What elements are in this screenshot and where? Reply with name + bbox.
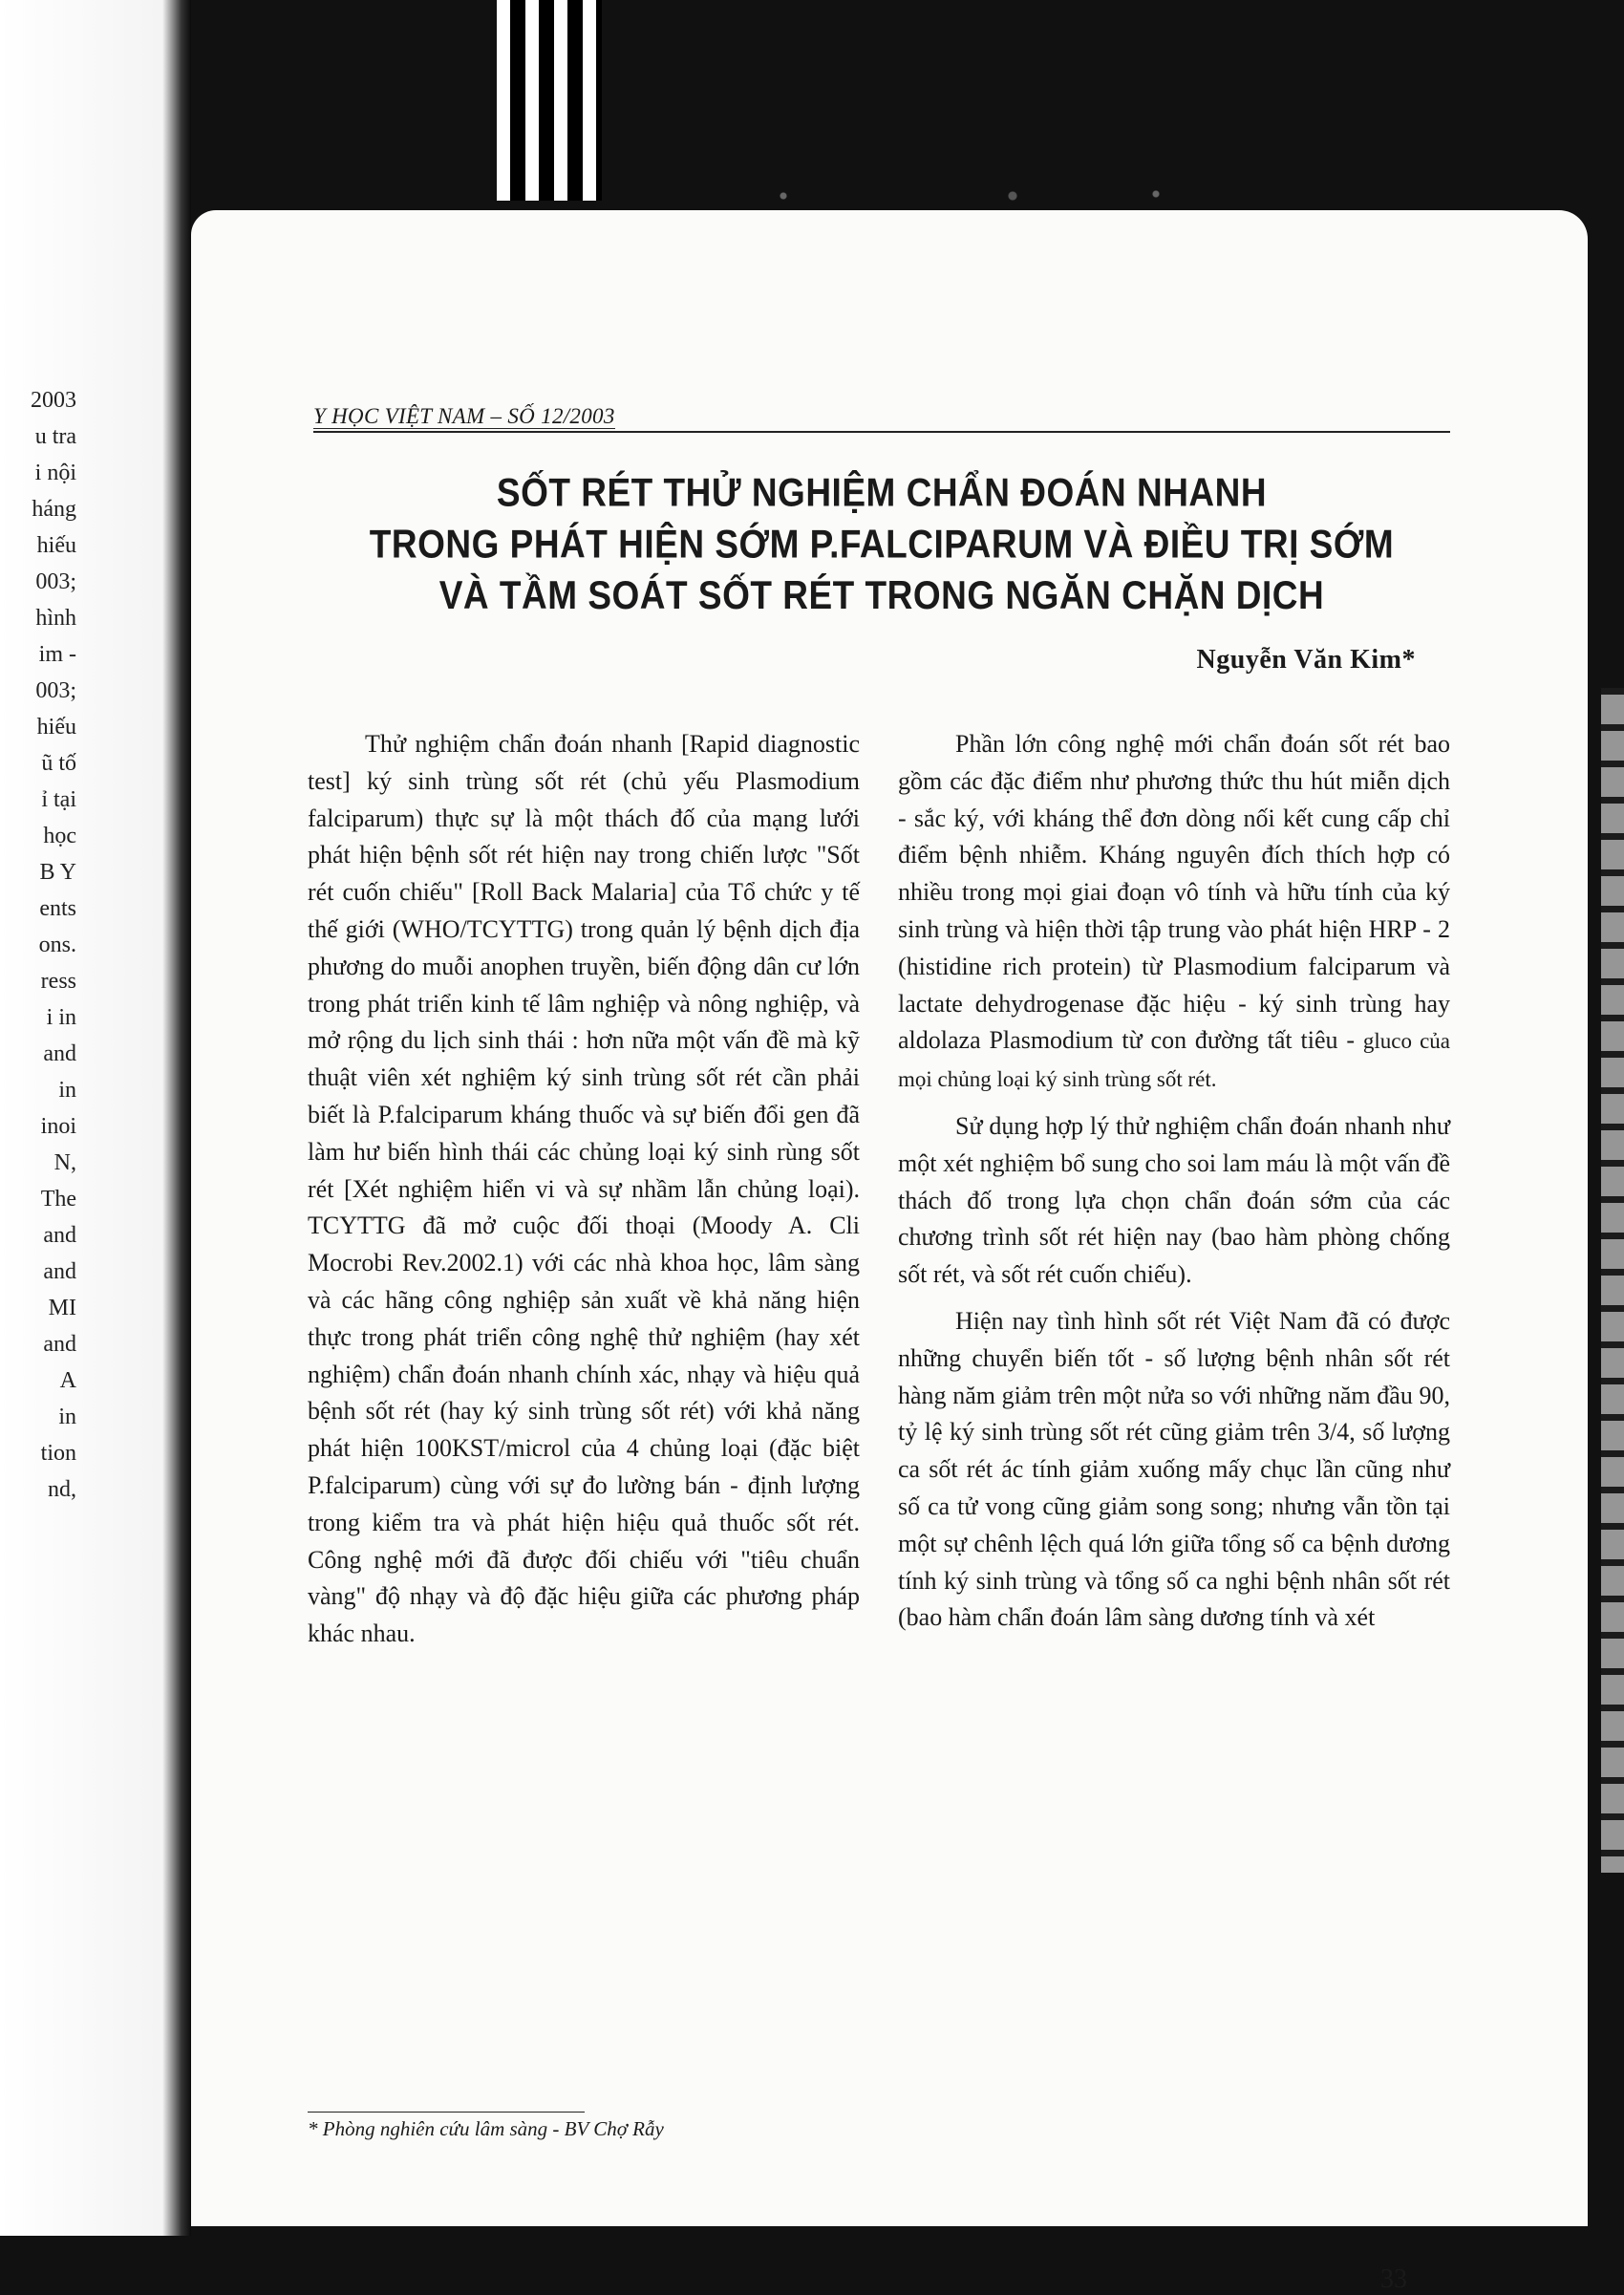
adjacent-fragment: ents — [39, 896, 76, 921]
right-paragraph-1-tail: gluco của mọi chủng loại ký sinh trùng sốt rét. — [898, 1029, 1451, 1092]
adjacent-fragment: hình — [35, 606, 76, 631]
adjacent-fragment: and — [43, 1041, 76, 1066]
title-line-3: VÀ TẦM SOÁT SỐT RÉT TRONG NGĂN CHẶN DỊCH — [438, 573, 1325, 618]
binding-strip — [497, 0, 602, 201]
scan-noise — [669, 186, 1242, 205]
adjacent-fragment: ũ tố — [41, 751, 76, 776]
title-line-1: SỐT RÉT THỬ NGHIỆM CHẨN ĐOÁN NHANH — [496, 470, 1268, 515]
right-paragraph-3: Hiện nay tình hình sốt rét Việt Nam đã có được những chuyển biến tốt - số lượng bệnh nhân sốt rét hàng năm giảm trên một nửa so với những năm đầu 90, tỷ lệ ký sinh trùng sốt rét cũng giảm trên 3/4, số lượng ca sốt rét ác tính giảm xuống mấy chục lần cũng như số ca tử vong cũng giảm song song; nhưng vẫn tồn tại một sự chênh lệch quá lớn giữa tổng số ca bệnh dương tính ký sinh trùng và tổng số ca nghi bệnh nhân sốt rét (bao hàm chẩn đoán lâm sàng dương tính và xét — [898, 1306, 1450, 1632]
adjacent-fragment: háng — [32, 497, 76, 522]
adjacent-fragment: inoi — [40, 1114, 76, 1139]
adjacent-fragment: in — [58, 1078, 76, 1103]
adjacent-fragment: tion — [40, 1441, 76, 1466]
adjacent-page-fragments — [0, 382, 76, 1508]
adjacent-fragment: ress — [40, 969, 76, 994]
journal-page — [191, 210, 1588, 2294]
adjacent-fragment: ons. — [38, 933, 76, 957]
adjacent-fragment: ỉ tại — [41, 787, 76, 812]
left-paragraph: Thử nghiệm chẩn đoán nhanh [Rapid diagnostic test] ký sinh trùng sốt rét (chủ yếu Plasmodium falciparum) thực sự là một thách đố của mạng lưới phát hiện bệnh sốt rét hiện nay trong chiến lược "Sốt rét cuốn chiếu" [Roll Back Malaria] của Tổ chức y tế thế giới (WHO/TCYTTG) trong quản lý bệnh dịch địa phương do muỗi anophen truyền, biến động dân cư lớn trong phát triển kinh tế lâm nghiệp và nông nghiệp, và mở rộng du lịch sinh thái : hơn nữa một vấn đề mà kỹ thuật viên xét nghiệm ký sinh trùng sốt rét cần phải biết là P.falciparum kháng thuốc và sự biến đổi gen đã làm hư biến hình thái các chủng loại ký sinh rùng sốt rét [Xét nghiệm hiển vi và sự nhầm lẫn chủng loại). TCYTTG đã mở cuộc đối thoại (Moody A. Cli Mocrobi Rev.2002.1) với các nhà khoa học, lâm sàng và các hãng công nghiệp sản xuất về khả năng hiện thực trong phát triển công nghệ thử nghiệm (hay xét nghiệm) chẩn đoán nhanh chính xác, nhạy và hiệu quả bệnh sốt rét (hay ký sinh trùng sốt rét) với khả năng phát hiện 100KST/microl của 4 chủng loại (đặc biệt P.falciparum) cùng với sự đo lường bán - định lượng trong kiểm tra và phát hiện hiệu quả thuốc sốt rét. Công nghệ mới đã được đối chiếu với "tiêu chuẩn vàng" độ nhạy và độ đặc hiệu giữa các phương pháp khác nhau. — [308, 730, 860, 1648]
journal-header-text: Y HỌC VIỆT NAM – SỐ 12/2003 — [313, 404, 615, 428]
right-paragraph-1-text: Phần lớn công nghệ mới chẩn đoán sốt rét bao gồm các đặc điểm như phương thức thu hút miễn dịch - sắc ký, với kháng thể đơn dòng nối kết cung cấp chỉ điểm bệnh nhiễm. Kháng nguyên đích thích hợp có nhiều trong mọi giai đoạn vô tính và hữu tính của ký sinh trùng và hiện thời tập trung vào phát hiện HRP - 2 (histidine rich protein) từ Plasmodium falciparum và lactate dehydrogenase đặc hiệu - ký sinh trùng hay aldolaza Plasmodium từ con đường tất tiêu - — [898, 730, 1450, 1055]
right-paragraph-1 — [898, 726, 1450, 1099]
adjacent-fragment: N, — [53, 1150, 76, 1175]
adjacent-fragment: and — [43, 1332, 76, 1357]
adjacent-fragment: 003; — [35, 678, 76, 703]
adjacent-fragment: and — [43, 1259, 76, 1284]
adjacent-fragment: u tra — [34, 424, 76, 449]
footnote: * Phòng nghiên cứu lâm sàng - BV Chợ Rẫy — [308, 2117, 664, 2140]
right-column — [898, 726, 1450, 1637]
author: Nguyễn Văn Kim* — [1196, 645, 1416, 675]
left-column — [308, 726, 860, 1653]
adjacent-fragment: in — [58, 1405, 76, 1429]
adjacent-fragment: 2003 — [31, 388, 76, 413]
adjacent-fragment: hiếu — [36, 533, 76, 558]
page-number: 33 — [1380, 2264, 1407, 2294]
adjacent-fragment: nd, — [48, 1477, 76, 1502]
title-line-2: TRONG PHÁT HIỆN SỚM P.FALCIPARUM VÀ ĐIỀU TRỊ SỚM — [369, 522, 1395, 567]
adjacent-fragment: B Y — [39, 860, 76, 885]
adjacent-fragment: học — [43, 824, 76, 848]
adjacent-fragment: i in — [46, 1005, 76, 1030]
journal-header — [313, 404, 1450, 433]
footnote-rule — [308, 2112, 585, 2113]
adjacent-fragment: hiếu — [36, 715, 76, 740]
adjacent-fragment: A — [59, 1368, 76, 1393]
right-paragraph-2: Sử dụng hợp lý thử nghiệm chẩn đoán nhanh như một xét nghiệm bổ sung cho soi lam máu là một vấn đề thách đố trong lựa chọn chẩn đoán sớm của các chương trình sốt rét hiện nay (bao hàm phòng chống sốt rét, và sốt rét cuốn chiếu). — [898, 1111, 1450, 1289]
adjacent-fragment: The — [40, 1187, 76, 1212]
adjacent-fragment: 003; — [35, 569, 76, 594]
adjacent-fragment: im - — [38, 642, 76, 667]
article-title — [313, 467, 1450, 621]
right-edge-scan-marks — [1601, 688, 1624, 1873]
adjacent-fragment: MI — [48, 1296, 76, 1320]
adjacent-fragment: and — [43, 1223, 76, 1248]
adjacent-fragment: i nội — [34, 461, 76, 485]
